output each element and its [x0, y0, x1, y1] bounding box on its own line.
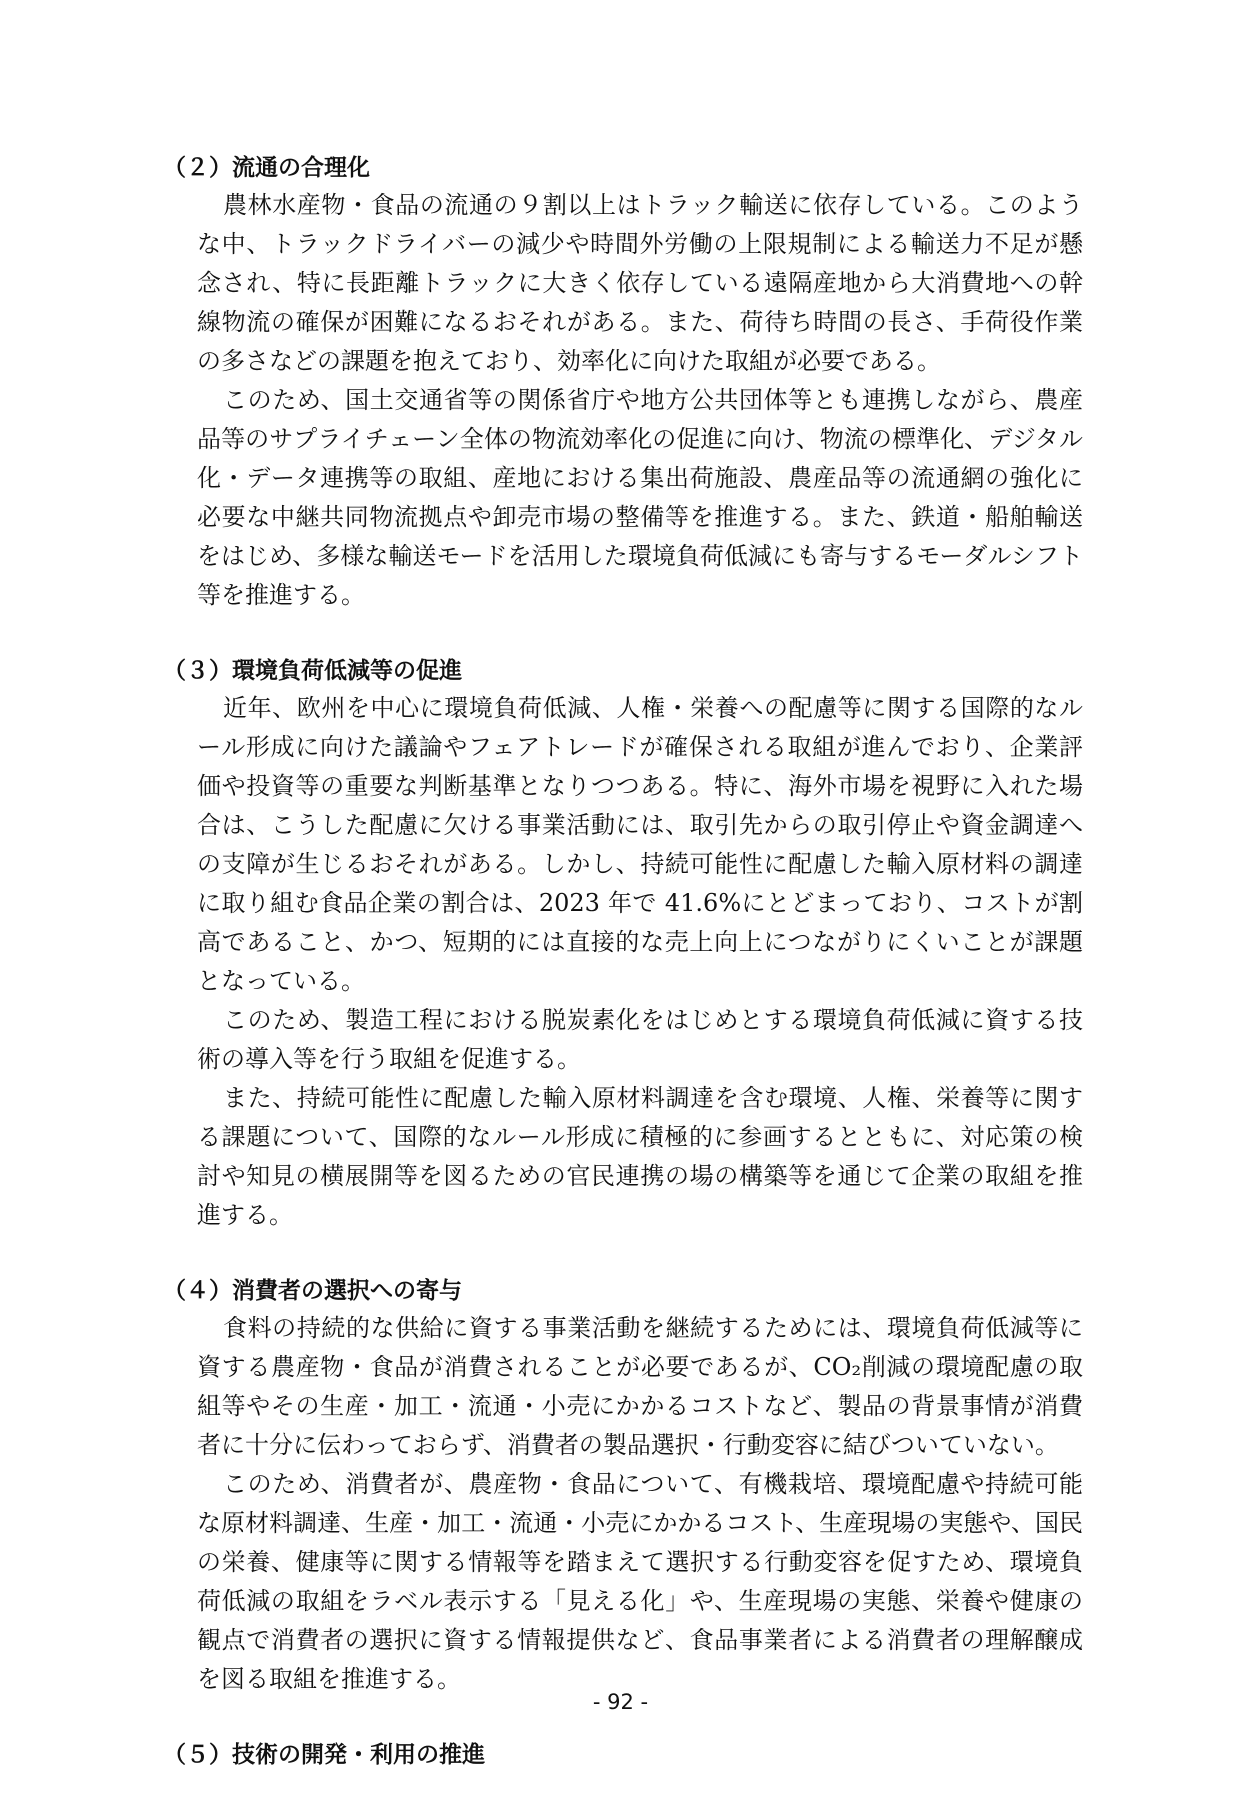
section-heading: （３）環境負荷低減等の促進 — [163, 658, 462, 684]
body-paragraph: このため、国土交通省等の関係省庁や地方公共団体等とも連携しながら、農産品等のサプライチェーン全体の物流効率化の促進に向け、物流の標準化、デジタル化・データ連携等の取組、産地における集出荷施設、農産品等の流通網の強化に必要な中継共同物流拠点や卸売市場の整備等を推進する。また、鉄道・船舶輸送をはじめ、多様な輸送モードを活用した環境負荷低減にも寄与するモーダルシフト等を推進する。 — [197, 386, 1083, 609]
section-heading: （５）技術の開発・利用の推進 — [163, 1742, 485, 1768]
section-distribution-rationalization — [163, 150, 1083, 615]
section-environmental-load-reduction — [163, 653, 1083, 1235]
body-paragraph: また、持続可能性に配慮した輸入原材料調達を含む環境、人権、栄養等に関する課題について、国際的なルール形成に積極的に参画するとともに、対応策の検討や知見の横展開等を図るための官民連携の場の構築等を通じて企業の取組を推進する。 — [197, 1084, 1083, 1229]
body-paragraph: このため、消費者が、農産物・食品について、有機栽培、環境配慮や持続可能な原材料調達、生産・加工・流通・小売にかかるコスト、生産現場の実態や、国民の栄養、健康等に関する情報等を踏まえて選択する行動変容を促すため、環境負荷低減の取組をラベル表示する「見える化」や、生産現場の実態、栄養や健康の観点で消費者の選択に資する情報提供など、食品事業者による消費者の理解醸成を図る取組を推進する。 — [197, 1470, 1083, 1693]
body-paragraph: 農林水産物・食品の流通の９割以上はトラック輸送に依存している。このような中、トラックドライバーの減少や時間外労働の上限規制による輸送力不足が懸念され、特に長距離トラックに大きく依存している遠隔産地から大消費地への幹線物流の確保が困難になるおそれがある。また、荷待ち時間の長さ、手荷役作業の多さなどの課題を抱えており、効率化に向けた取組が必要である。 — [197, 191, 1083, 375]
body-paragraph: このため、製造工程における脱炭素化をはじめとする環境負荷低減に資する技術の導入等を行う取組を促進する。 — [197, 1006, 1083, 1073]
document-body — [163, 150, 1083, 1811]
section-technology-development — [163, 1737, 1083, 1773]
body-paragraph: 食料の持続的な供給に資する事業活動を継続するためには、環境負荷低減等に資する農産物・食品が消費されることが必要であるが、CO₂削減の環境配慮の取組等やその生産・加工・流通・小売にかかるコストなど、製品の背景事情が消費者に十分に伝わっておらず、消費者の製品選択・行動変容に結びついていない。 — [197, 1314, 1083, 1459]
section-consumer-choice — [163, 1273, 1083, 1699]
page-number: - 92 - — [592, 1690, 649, 1714]
body-paragraph: 近年、欧州を中心に環境負荷低減、人権・栄養への配慮等に関する国際的なルール形成に向けた議論やフェアトレードが確保される取組が進んでおり、企業評価や投資等の重要な判断基準となりつつある。特に、海外市場を視野に入れた場合は、こうした配慮に欠ける事業活動には、取引先からの取引停止や資金調達への支障が生じるおそれがある。しかし、持続可能性に配慮した輸入原材料の調達に取り組む食品企業の割合は、2023 年で 41.6%にとどまっており、コストが割高であること、かつ、短期的には直接的な売上向上につながりにくいことが課題となっている。 — [197, 694, 1083, 995]
section-heading: （２）流通の合理化 — [163, 155, 370, 181]
section-heading: （４）消費者の選択への寄与 — [163, 1278, 462, 1304]
